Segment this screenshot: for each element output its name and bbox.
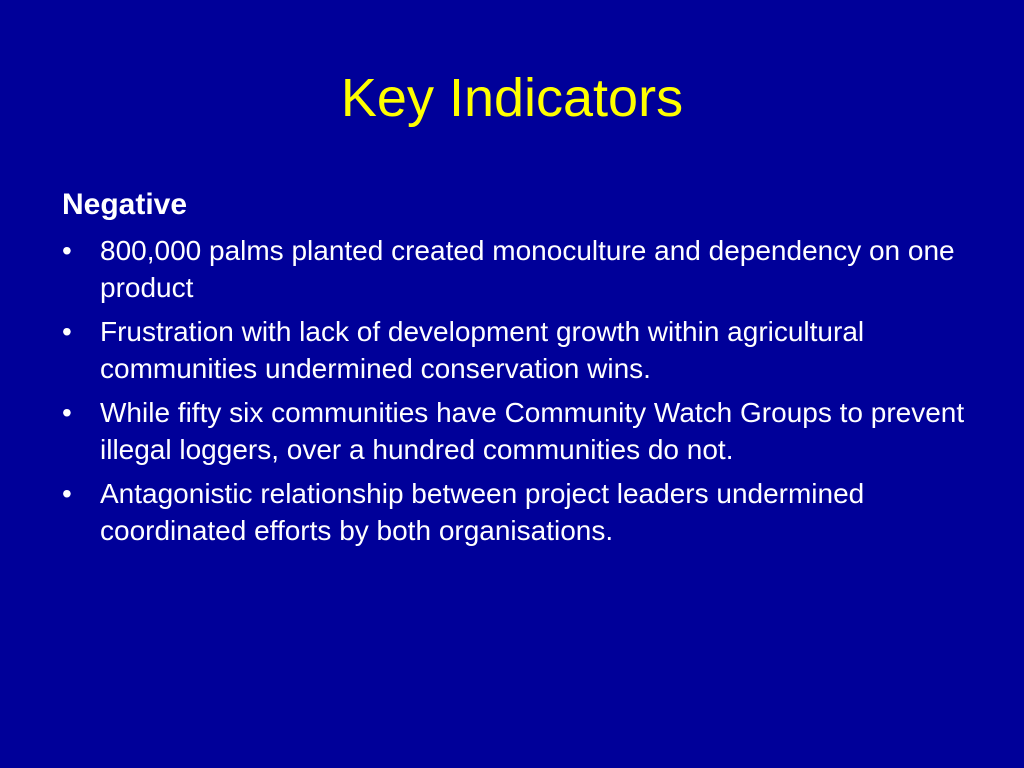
bullet-text: While fifty six communities have Community Watch Groups to prevent illegal loggers, over a hundred communities do not. [100, 397, 965, 465]
bullet-item [62, 394, 982, 468]
bullet-item [62, 313, 982, 387]
bullet-icon: • [62, 235, 72, 266]
slide-title: Key Indicators [340, 68, 684, 128]
bullet-text: Frustration with lack of development growth within agricultural communities undermined conservation wins. [100, 316, 865, 384]
slide-body [62, 184, 982, 556]
bullet-item [62, 475, 982, 549]
bullet-list [62, 232, 982, 549]
section-heading: Negative [62, 188, 188, 221]
bullet-text: Antagonistic relationship between project leaders undermined coordinated efforts by both organisations. [100, 478, 865, 546]
bullet-text: 800,000 palms planted created monoculture and dependency on one product [100, 235, 955, 303]
bullet-icon: • [62, 397, 72, 428]
bullet-icon: • [62, 478, 72, 509]
bullet-item [62, 232, 982, 306]
bullet-icon: • [62, 316, 72, 347]
